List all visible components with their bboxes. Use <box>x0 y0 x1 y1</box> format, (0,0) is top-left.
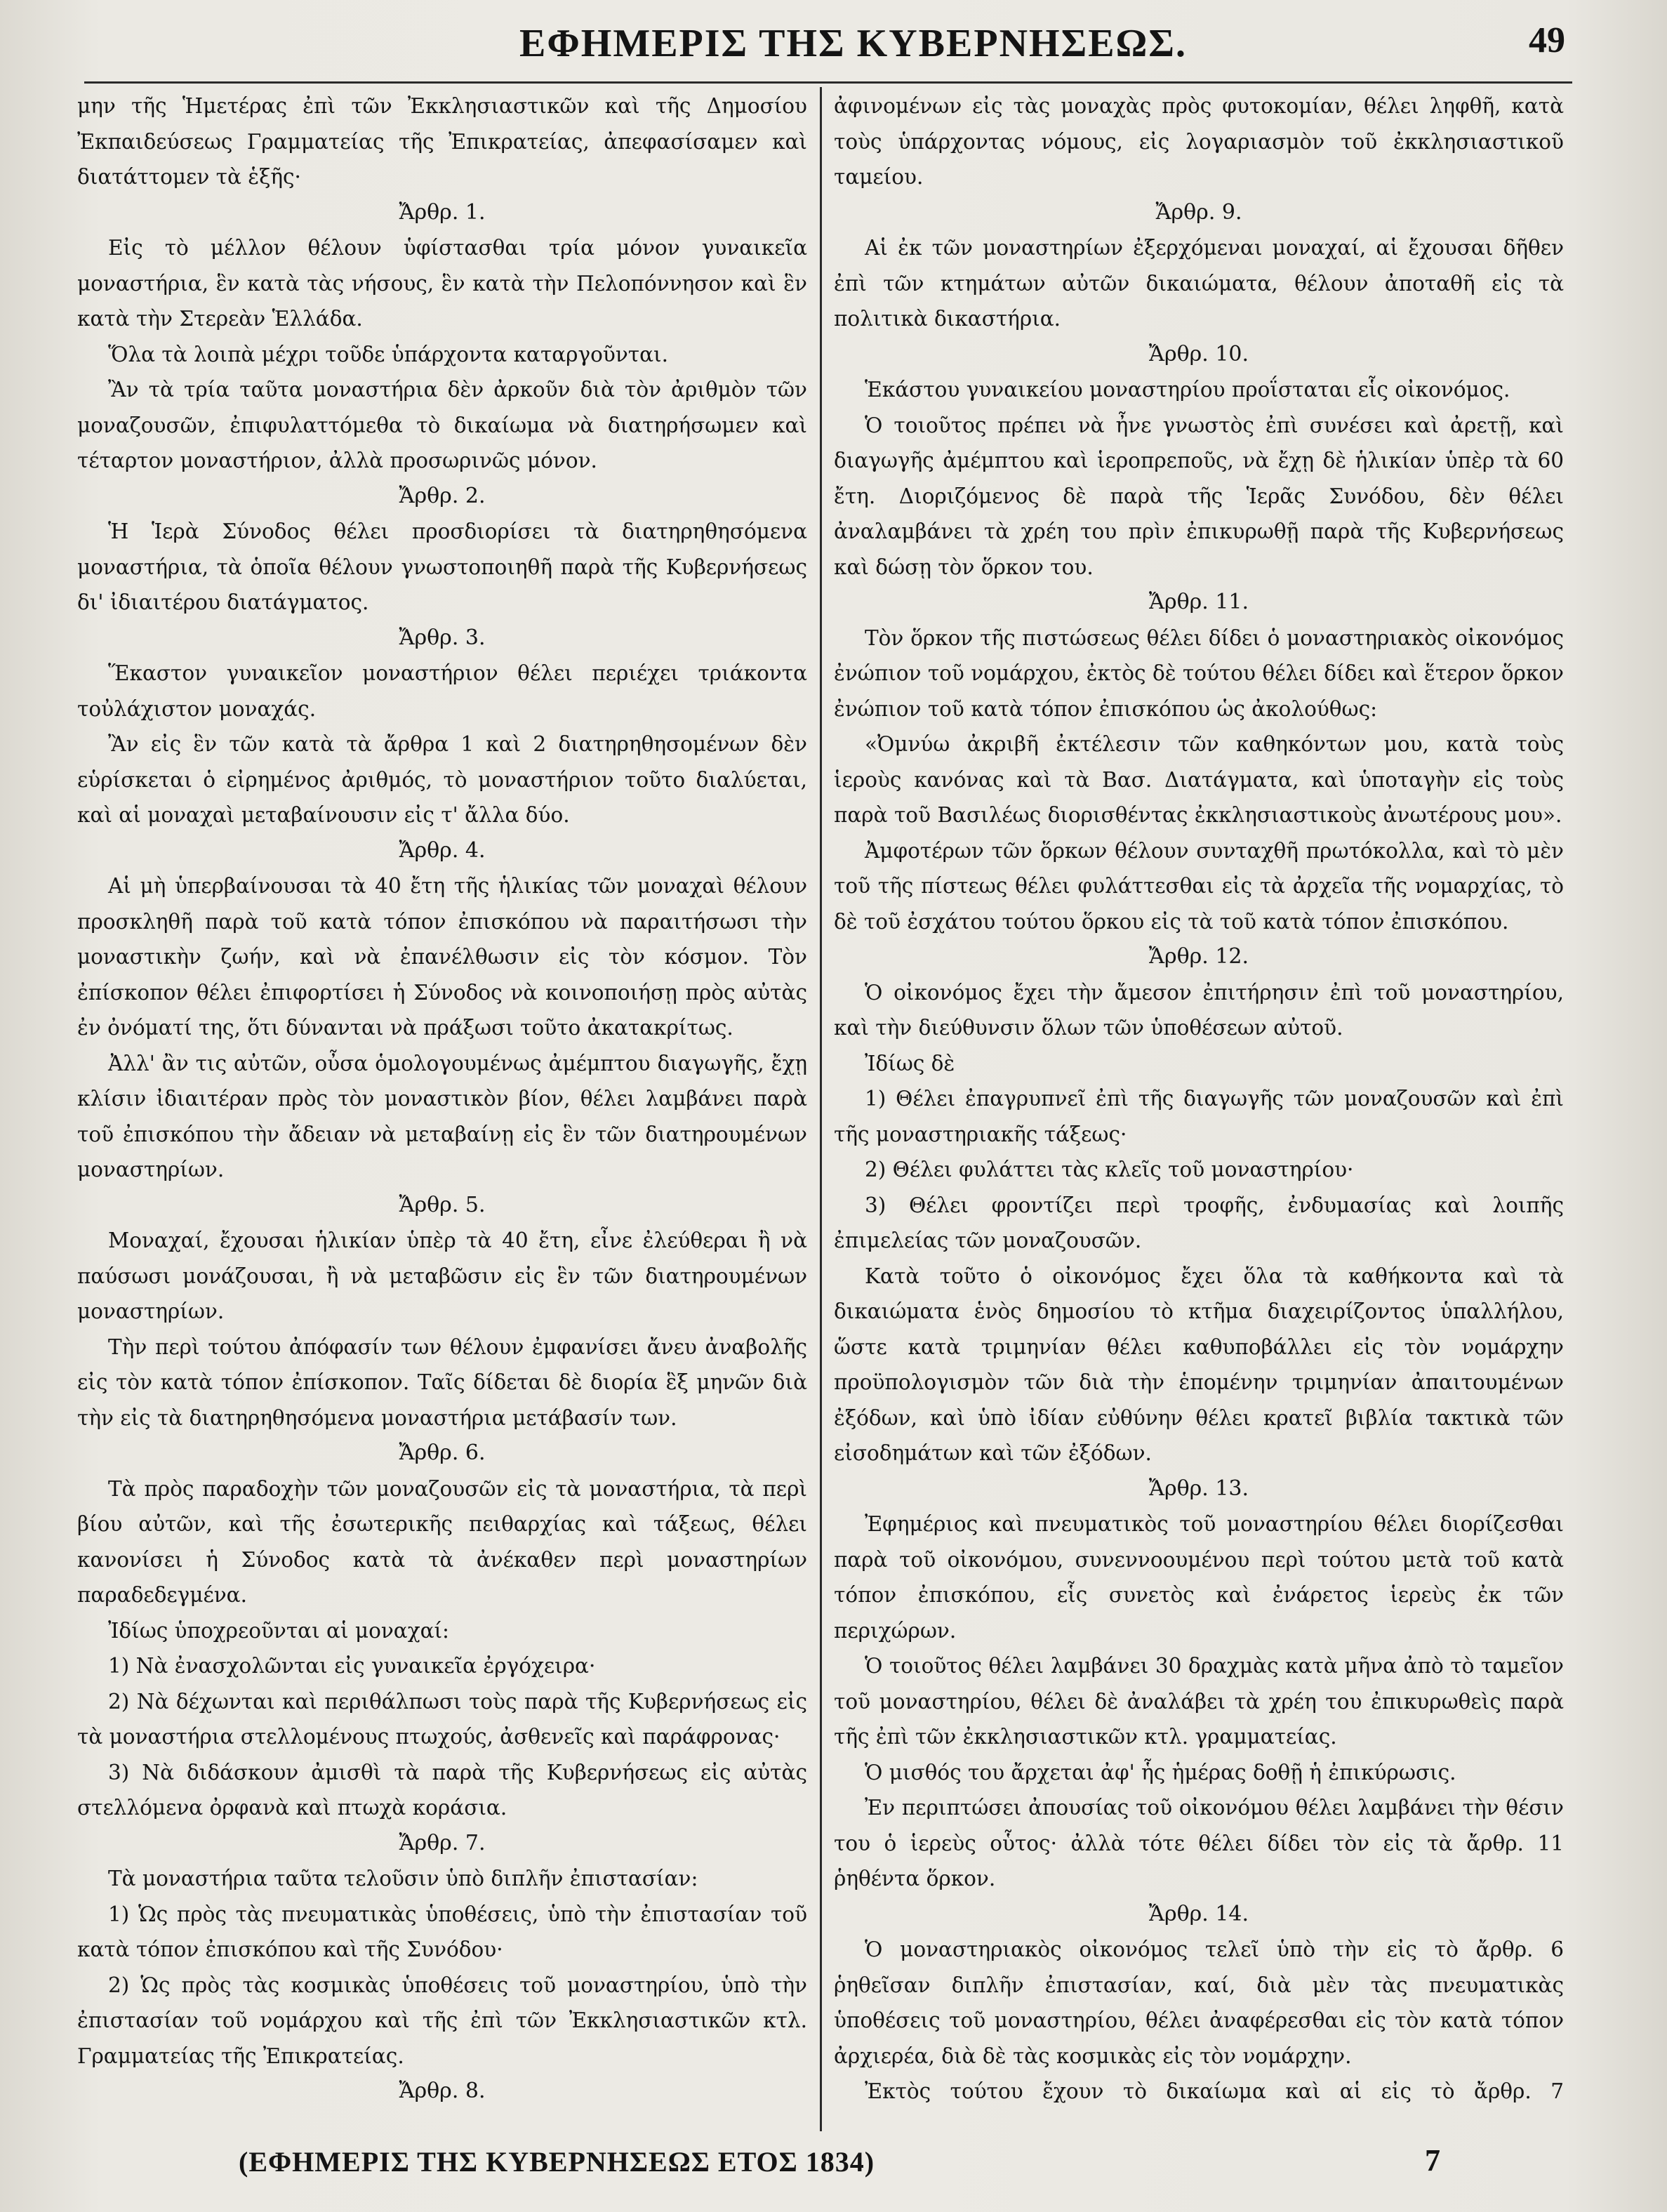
paragraph: «Ὀμνύω ἀκριβῆ ἐκτέλεσιν τῶν καθηκόντων μου, κατὰ τοὺς ἱεροὺς κανόνας καὶ τὰ Βασ. Διατάγματα, καὶ ὑποταγὴν εἰς τοὺς παρὰ τοῦ Βασιλέως διορισθέντας ἐκκλησιαστικοὺς ἀνωτέρους μου». <box>834 732 1564 827</box>
paragraph: Τὰ πρὸς παραδοχὴν τῶν μοναζουσῶν εἰς τὰ μοναστήρια, τὰ περὶ βίου αὐτῶν, καὶ τῆς ἐσωτερικῆς πειθαρχίας καὶ τάξεως, θέλει κανονίσει ἡ Σύνοδος κατὰ τὰ ἀνέκαθεν περὶ μοναστηρίων παραδεδεγμένα. <box>77 1476 807 1607</box>
paragraph: Ἐν περιπτώσει ἀπουσίας τοῦ οἰκονόμου θέλει λαμβάνει τὴν θέσιν του ὁ ἱερεὺς οὗτος· ἀλλὰ τότε θέλει δίδει τὸν εἰς τὰ ἄρθρ. 11 ῥηθέντα ὅρκον. <box>834 1796 1564 1890</box>
article-heading: Ἄρθρ. 3. <box>399 625 486 650</box>
paragraph: 1) Θέλει ἐπαγρυπνεῖ ἐπὶ τῆς διαγωγῆς τῶν μοναζουσῶν καὶ ἐπὶ τῆς μοναστηριακῆς τάξεως· <box>834 1087 1564 1146</box>
article-heading: Ἄρθρ. 1. <box>399 199 486 225</box>
paragraph: 1) Ὡς πρὸς τὰς πνευματικὰς ὑποθέσεις, ὑπὸ τὴν ἐπιστασίαν τοῦ κατὰ τόπον ἐπισκόπου καὶ τῆς Συνόδου· <box>77 1902 807 1961</box>
paragraph: 1) Νὰ ἐνασχολῶνται εἰς γυναικεῖα ἐργόχειρα· <box>108 1654 596 1678</box>
running-title: ΕΦΗΜΕΡΙΣ ΤΗΣ ΚΥΒΕΡΝΗΣΕΩΣ. <box>519 22 1188 65</box>
article-heading: Ἄρθρ. 4. <box>399 837 486 863</box>
paragraph: Ὁ μοναστηριακὸς οἰκονόμος τελεῖ ὑπὸ τὴν εἰς τὸ ἄρθρ. 6 ῥηθεῖσαν διπλῆν ἐπιστασίαν, καί, διὰ μὲν τὰς πνευματικὰς ὑποθέσεις τοῦ μοναστηρίου, θέλει ἀναφέρεσθαι εἰς τὸν κατὰ τόπον ἀρχιερέα, διὰ δὲ τὰς κοσμικὰς εἰς τὸν νομάρχην. <box>834 1938 1564 2068</box>
paragraph: Ἡ Ἱερὰ Σύνοδος θέλει προσδιορίσει τὰ διατηρηθησόμενα μοναστήρια, τὰ ὁποῖα θέλουν γνωστοποιηθῆ παρὰ τῆς Κυβερνήσεως δι' ἰδιαιτέρου διατάγματος. <box>77 519 807 614</box>
article-heading: Ἄρθρ. 2. <box>399 483 486 508</box>
paragraph: μην τῆς Ἡμετέρας ἐπὶ τῶν Ἐκκλησιαστικῶν καὶ τῆς Δημοσίου Ἐκπαιδεύσεως Γραμματείας τῆς Ἐπικρατείας, ἀπεφασίσαμεν καὶ διατάττομεν τὰ ἑξῆς· <box>77 94 807 189</box>
paragraph: Ἑκάστου γυναικείου μοναστηρίου προΐσταται εἷς οἰκονόμος. <box>865 378 1510 402</box>
article-heading: Ἄρθρ. 5. <box>399 1192 486 1217</box>
article-heading: Ἄρθρ. 10. <box>1148 341 1249 366</box>
article-heading: Ἄρθρ. 14. <box>1148 1901 1249 1926</box>
paragraph: Αἱ μὴ ὑπερβαίνουσαι τὰ 40 ἔτη τῆς ἡλικίας τῶν μοναχαὶ θέλουν προσκληθῆ παρὰ τοῦ κατὰ τόπον ἐπισκόπου νὰ παραιτήσωσι τὴν μοναστικὴν ζωήν, καὶ νὰ ἐπανέλθωσιν εἰς τὸν κόσμον. Τὸν ἐπίσκοπον θέλει ἐπιφορτίσει ἡ Σύνοδος νὰ κοινοποιήσῃ πρὸς αὐτὰς ἐν ὀνόματί της, ὅτι δύνανται νὰ πράξωσι τοῦτο ἀκατακρίτως. <box>77 874 807 1040</box>
issue-line: (ΕΦΗΜΕΡΙΣ ΤΗΣ ΚΥΒΕΡΝΗΣΕΩΣ ΕΤΟΣ 1834) <box>239 2146 875 2178</box>
paragraph: Ἰδίως ὑποχρεοῦνται αἱ μοναχαί: <box>108 1618 450 1643</box>
paragraph: Τὰ μοναστήρια ταῦτα τελοῦσιν ὑπὸ διπλῆν ἐπιστασίαν: <box>108 1867 698 1890</box>
paragraph: 3) Νὰ διδάσκουν ἀμισθὶ τὰ παρὰ τῆς Κυβερνήσεως εἰς αὐτὰς στελλόμενα ὀρφανὰ καὶ πτωχὰ κοράσια. <box>77 1760 807 1820</box>
header-rule <box>84 81 1572 84</box>
paragraph: Ἀλλ' ἂν τις αὐτῶν, οὖσα ὁμολογουμένως ἀμέμπτου διαγωγῆς, ἔχῃ κλίσιν ἰδιαιτέραν πρὸς τὸν μοναστικὸν βίον, θέλει λαμβάνει παρὰ τοῦ ἐπισκόπου τὴν ἄδειαν νὰ μεταβαίνῃ εἰς ἓν τῶν διατηρουμένων μοναστηρίων. <box>77 1051 807 1181</box>
left-column <box>77 88 807 2114</box>
paragraph: Μοναχαί, ἔχουσαι ἡλικίαν ὑπὲρ τὰ 40 ἔτη, εἶνε ἐλεύθεραι ἢ νὰ παύσωσι μονάζουσαι, ἢ νὰ μεταβῶσιν εἰς ἓν τῶν διατηρουμένων μοναστηρίων. <box>77 1228 807 1323</box>
paragraph: Ἰδίως δὲ <box>865 1051 955 1075</box>
paragraph: Κατὰ τοῦτο ὁ οἰκονόμος ἔχει ὅλα τὰ καθήκοντα καὶ τὰ δικαιώματα ἑνὸς δημοσίου τὸ κτῆμα διαχειρίζοντος ὑπαλλήλου, ὥστε κατὰ τριμηνίαν θέλει καθυποβάλλει εἰς τὸν νομάρχην προϋπολογισμὸν τῶν διὰ τὴν ἑπομένην τριμηνίαν ἀπαιτουμένων ἐξόδων, καὶ ὑπὸ ἰδίαν εὐθύνην θέλει κρατεῖ βιβλία τακτικὰ τῶν εἰσοδημάτων καὶ τῶν ἐξόδων. <box>834 1264 1564 1465</box>
paragraph: Ἕκαστον γυναικεῖον μοναστήριον θέλει περιέχει τριάκοντα τοὐλάχιστον μοναχάς. <box>77 661 807 721</box>
paragraph: 2) Ὡς πρὸς τὰς κοσμικὰς ὑποθέσεις τοῦ μοναστηρίου, ὑπὸ τὴν ἐπιστασίαν τοῦ νομάρχου καὶ τῆς ἐπὶ τῶν Ἐκκλησιαστικῶν κτλ. Γραμματείας τῆς Ἐπικρατείας. <box>77 1973 807 2068</box>
paragraph: Ὅλα τὰ λοιπὰ μέχρι τοῦδε ὑπάρχοντα καταργοῦνται. <box>108 342 668 366</box>
paragraph: ἀφινομένων εἰς τὰς μοναχὰς πρὸς φυτοκομίαν, θέλει ληφθῆ, κατὰ τοὺς ὑπάρχοντας νόμους, εἰς λογαριασμὸν τοῦ ἐκκλησιαστικοῦ ταμείου. <box>834 94 1564 189</box>
paragraph: Αἱ ἐκ τῶν μοναστηρίων ἐξερχόμεναι μοναχαί, αἱ ἔχουσαι δῆθεν ἐπὶ τῶν κτημάτων αὐτῶν δικαιώματα, θέλουν ἀποταθῆ εἰς τὰ πολιτικὰ δικαστήρια. <box>834 236 1564 331</box>
paragraph: Ὁ οἰκονόμος ἔχει τὴν ἄμεσον ἐπιτήρησιν ἐπὶ τοῦ μοναστηρίου, καὶ τὴν διεύθυνσιν ὅλων τῶν ὑποθέσεων αὐτοῦ. <box>834 980 1564 1040</box>
paragraph: Ἐφημέριος καὶ πνευματικὸς τοῦ μοναστηρίου θέλει διορίζεσθαι παρὰ τοῦ οἰκονόμου, συνεννοουμένου περὶ τούτου μετὰ τοῦ κατὰ τόπον ἐπισκόπου, εἷς συνετὸς καὶ ἐνάρετος ἱερεὺς ἐκ τῶν περιχώρων. <box>834 1512 1564 1643</box>
paragraph: 2) Νὰ δέχωνται καὶ περιθάλπωσι τοὺς παρὰ τῆς Κυβερνήσεως εἰς τὰ μοναστήρια στελλομένους πτωχούς, ἀσθενεῖς καὶ παράφρονας· <box>77 1689 807 1749</box>
article-heading: Ἄρθρ. 7. <box>399 1830 486 1855</box>
paragraph: Ἂν τὰ τρία ταῦτα μοναστήρια δὲν ἀρκοῦν διὰ τὸν ἀριθμὸν τῶν μοναζουσῶν, ἐπιφυλαττόμεθα τὸ δικαίωμα νὰ διατηρήσωμεν καὶ τέταρτον μοναστήριον, ἀλλὰ προσωρινῶς μόνον. <box>77 378 807 472</box>
paragraph: Ἂν εἰς ἓν τῶν κατὰ τὰ ἄρθρα 1 καὶ 2 διατηρηθησομένων δὲν εὑρίσκεται ὁ εἰρημένος ἀριθμός, τὸ μοναστήριον τοῦτο διαλύεται, καὶ αἱ μοναχαὶ μεταβαίνουσιν εἰς τ' ἄλλα δύο. <box>77 732 807 827</box>
sheet-number: 7 <box>1425 2143 1440 2178</box>
page-number: 49 <box>1529 20 1565 60</box>
article-heading: Ἄρθρ. 6. <box>399 1441 486 1465</box>
right-column <box>834 88 1564 2114</box>
paragraph: Ἐκτὸς τούτου ἔχουν τὸ δικαίωμα καὶ αἱ εἰς τὸ ἄρθρ. 7 <box>865 2079 1564 2103</box>
article-heading: Ἄρθρ. 11. <box>1148 590 1249 614</box>
page-header <box>84 13 1572 80</box>
paragraph: 2) Θέλει φυλάττει τὰς κλεῖς τοῦ μοναστηρίου· <box>865 1158 1354 1181</box>
paragraph: Τὸν ὅρκον τῆς πιστώσεως θέλει δίδει ὁ μοναστηριακὸς οἰκονόμος ἐνώπιον τοῦ νομάρχου, ἐκτὸς δὲ τούτου θέλει δίδει καὶ ἕτερον ὅρκον ἐνώπιον τοῦ κατὰ τόπον ἐπισκόπου ὡς ἀκολούθως: <box>834 625 1564 721</box>
article-heading: Ἄρθρ. 12. <box>1148 944 1249 969</box>
article-heading: Ἄρθρ. 13. <box>1148 1476 1249 1501</box>
paragraph: Τὴν περὶ τούτου ἀπόφασίν των θέλουν ἐμφανίσει ἄνευ ἀναβολῆς εἰς τὸν κατὰ τόπον ἐπίσκοπον. Ταῖς δίδεται δὲ διορία ἓξ μηνῶν διὰ τὴν εἰς τὰ διατηρηθησόμενα μοναστήρια μετάβασίν των. <box>77 1335 807 1430</box>
paragraph: Ὁ μισθός του ἄρχεται ἀφ' ἧς ἡμέρας δοθῇ ἡ ἐπικύρωσις. <box>865 1760 1456 1784</box>
paragraph: Ὁ τοιοῦτος πρέπει νὰ ἦνε γνωστὸς ἐπὶ συνέσει καὶ ἀρετῇ, καὶ διαγωγῆς ἀμέμπτου καὶ ἱεροπρεποῦς, νὰ ἔχῃ δὲ ἡλικίαν ὑπὲρ τὰ 60 ἔτη. Διοριζόμενος δὲ παρὰ τῆς Ἱερᾶς Συνόδου, δὲν θέλει ἀναλαμβάνει τὰ χρέη του πρὶν ἐπικυρωθῇ παρὰ τῆς Κυβερνήσεως καὶ δώσῃ τὸν ὅρκον του. <box>834 413 1564 579</box>
paragraph <box>77 2110 807 2114</box>
article-heading: Ἄρθρ. 8. <box>399 2079 486 2103</box>
page-footer <box>84 2133 1572 2189</box>
article-heading: Ἄρθρ. 9. <box>1155 199 1242 225</box>
paragraph: 3) Θέλει φροντίζει περὶ τροφῆς, ἐνδυμασίας καὶ λοιπῆς ἐπιμελείας τῶν μοναζουσῶν. <box>834 1193 1564 1252</box>
column-rule <box>820 87 822 2131</box>
paragraph: Ὁ τοιοῦτος θέλει λαμβάνει 30 δραχμὰς κατὰ μῆνα ἀπὸ τὸ ταμεῖον τοῦ μοναστηρίου, θέλει δὲ ἀναλάβει τὰ χρέη του ἐπικυρωθεὶς παρὰ τῆς ἐπὶ τῶν ἐκκλησιαστικῶν κτλ. γραμματείας. <box>834 1654 1564 1749</box>
paragraph: Εἰς τὸ μέλλον θέλουν ὑφίστασθαι τρία μόνον γυναικεῖα μοναστήρια, ἓν κατὰ τὰς νήσους, ἓν κατὰ τὴν Πελοπόννησον καὶ ἓν κατὰ τὴν Στερεὰν Ἑλλάδα. <box>77 236 807 331</box>
paragraph: Ἀμφοτέρων τῶν ὅρκων θέλουν συνταχθῆ πρωτόκολλα, καὶ τὸ μὲν τοῦ τῆς πίστεως θέλει φυλάττεσθαι εἰς τὰ ἀρχεῖα τῆς νομαρχίας, τὸ δὲ τοῦ ἐσχάτου τούτου ὅρκου εἰς τὰ τοῦ κατὰ τόπον ἐπισκόπου. <box>834 838 1564 934</box>
